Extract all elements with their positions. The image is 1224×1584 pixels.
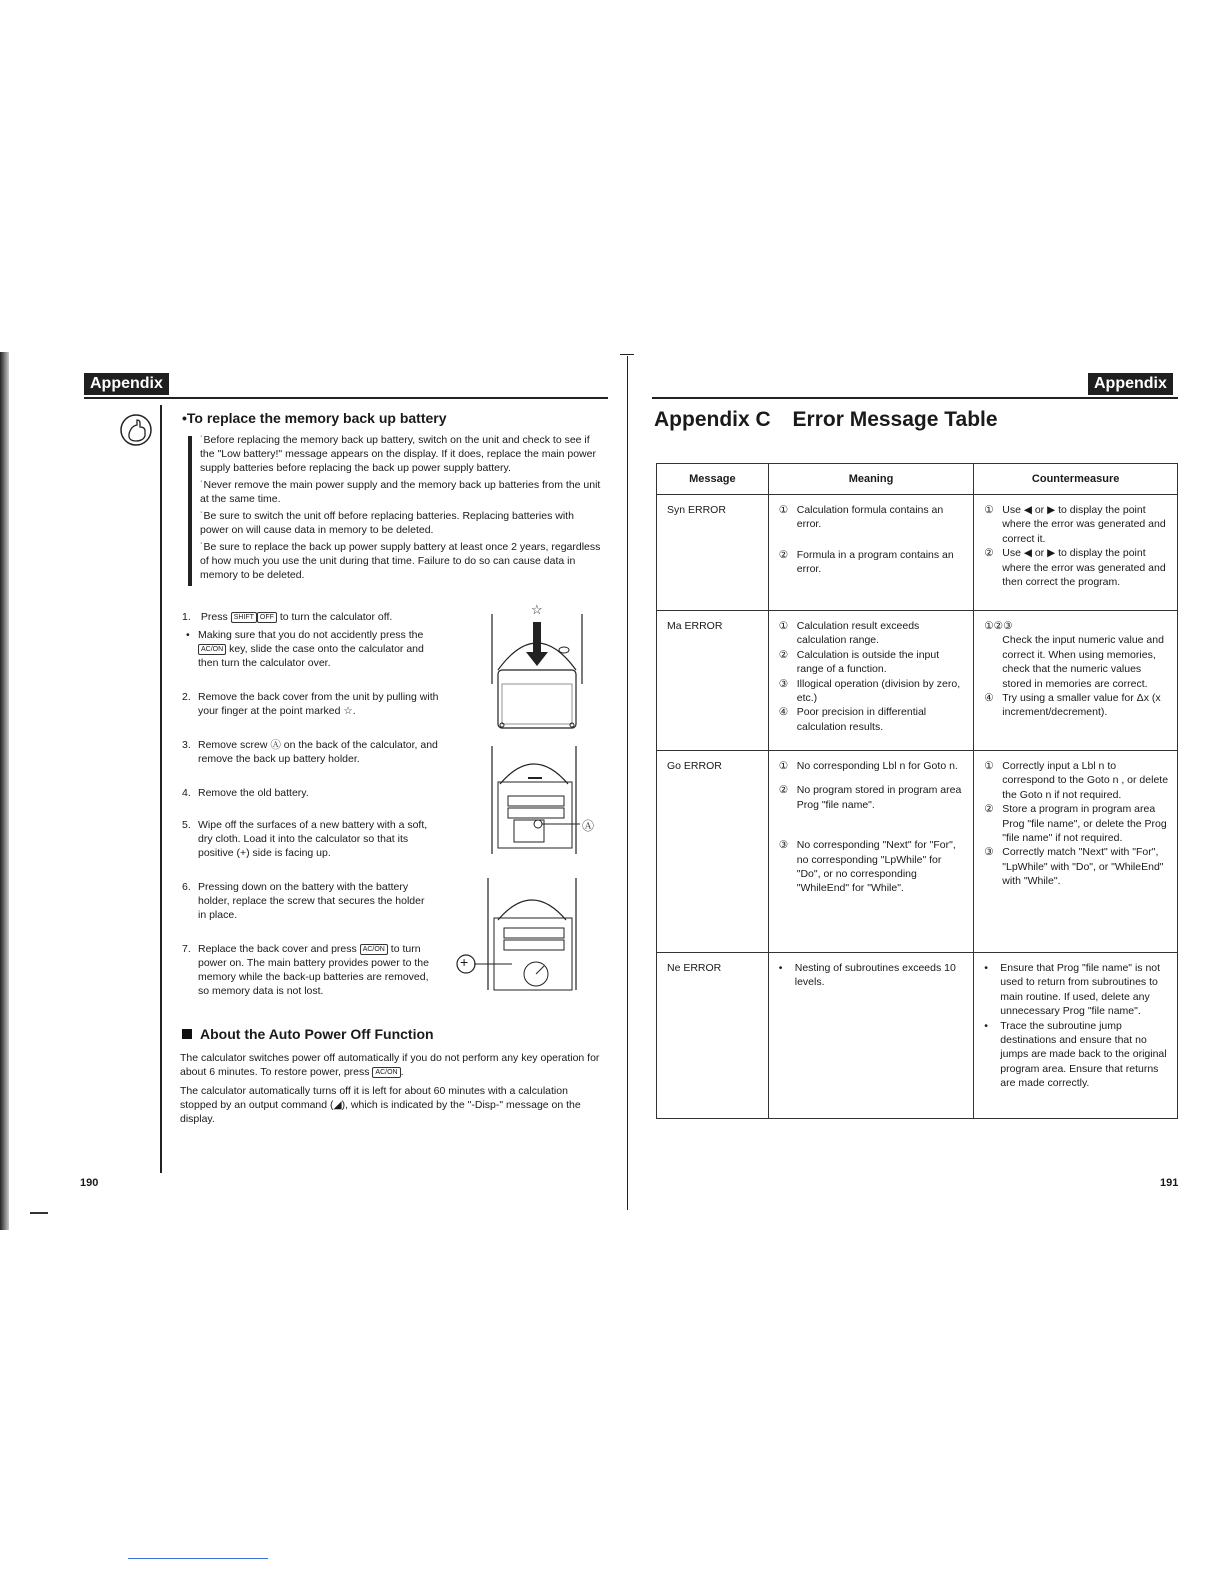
item-num: ② [778,548,789,561]
item-num: ② [778,784,789,797]
star-mark-label: ☆ [531,602,543,617]
item-text: No program stored in program area Prog "file name". [796,784,962,811]
title-prefix: Appendix C [654,408,771,431]
header-meaning: Meaning [768,464,974,495]
meaning-cell [768,495,974,611]
page-number-left: 190 [80,1177,99,1189]
bottom-link-line [128,1558,268,1559]
section-title: •To replace the memory back up battery [182,410,447,426]
auto-power-heading [182,1026,434,1042]
step-num: 5. [182,819,191,831]
step-text: Remove screw Ⓐ on the back of the calculator, and remove the back up battery holder. [198,739,438,765]
bullet: • [984,1019,988,1032]
error-code: Syn ERROR [657,495,769,611]
center-gutter-tick [620,354,634,355]
item-text: No corresponding Lbl n for Goto n. [796,760,958,772]
page-title [654,408,998,432]
item-num: ① [778,504,789,516]
step-num: 6. [182,881,191,893]
step-2 [182,690,442,718]
item-num: ② [984,547,994,560]
table-row [657,611,1178,751]
error-code: Ne ERROR [657,953,769,1119]
step-7 [182,942,432,998]
step-num: 2. [182,691,191,703]
step-text: to turn the calculator off. [279,611,393,623]
item-text: Use ◀ or ▶ to display the point where the error was generated and then correct the program. [1002,547,1166,589]
table-row [657,953,1178,1119]
countermeasure-cell [974,751,1178,953]
item-text: Nesting of subroutines exceeds 10 levels. [794,962,956,989]
appendix-tag-right: Appendix [1088,373,1173,395]
step-text: Press [200,611,228,623]
step-1 [182,610,452,624]
step-6 [182,880,432,922]
table-header-row [657,464,1178,495]
countermeasure-cell [974,611,1178,751]
item-num: ② [984,803,994,816]
item-text: Illogical operation (division by zero, etc.) [796,677,961,705]
title-main: Error Message Table [792,408,998,431]
hand-icon [117,410,157,450]
note-3: ˙Be sure to switch the unit off before replacing batteries. Replacing batteries with power on will cause data in memory to be deleted. [200,510,574,536]
square-bullet-icon [182,1029,192,1039]
item-text: Calculation result exceeds calculation range. [796,620,920,647]
meaning-cell [768,751,974,953]
countermeasure-cell [974,495,1178,611]
item-num: ①②③ [984,620,1013,632]
step-1-bullet [186,628,446,670]
auto-power-para-1 [180,1051,604,1079]
error-code: Ma ERROR [657,611,769,751]
item-num: ① [778,620,789,632]
header-rule-left [84,397,608,399]
ac-on-key-icon: AC/ON [372,1067,400,1078]
step-text: Pressing down on the battery with the battery holder, replace the screw that secures the holder in place. [198,881,425,921]
page-number-right: 191 [1160,1177,1179,1189]
notes-block [200,433,605,582]
center-gutter-line [627,356,628,1210]
figure-slide-case [488,602,586,736]
item-num: ④ [984,692,994,705]
table-row [657,751,1178,953]
step-text: Remove the old battery. [198,787,309,799]
item-text: No corresponding "Next" for "For", no corresponding "LpWhile" for "Do", or no corresponding "WhileEnd" for "While". [796,839,956,895]
item-text: Try using a smaller value for Δx (x increment/decrement). [1002,692,1161,719]
meaning-cell [768,611,974,751]
note-2: ˙Never remove the main power supply and the memory back up batteries from the unit at the same time. [200,479,601,505]
step-text: Replace the back cover and press [198,943,357,955]
step-text: Making sure that you do not accidently press the [198,629,424,641]
table-row [657,495,1178,611]
auto-power-title: About the Auto Power Off Function [200,1026,434,1042]
item-num: ① [984,760,994,772]
off-key-icon: OFF [257,612,277,623]
ac-on-key-icon: AC/ON [198,644,226,655]
step-num: 7. [182,943,191,955]
step-4 [182,786,442,800]
item-text: Ensure that Prog "file name" is not used to return from subroutines to main routine. If used, delete any unnecessary Prog "file name". [1000,962,1161,1018]
header-rule-right [652,397,1178,399]
step-num: • [186,629,190,641]
scan-edge-left [0,352,9,1230]
header-message: Message [657,464,769,495]
item-text: Calculation is outside the input range of a function. [796,648,940,676]
step-5 [182,818,432,860]
step-num: 1. [182,611,191,623]
item-num: ④ [778,706,789,719]
shift-key-icon: SHIFT [231,612,257,623]
item-num: ③ [778,677,789,690]
step-text: Wipe off the surfaces of a new battery with a soft, dry cloth. Load it into the calculator so that its positive (+) side is facing up. [198,819,428,859]
bullet: • [778,962,783,974]
item-num: ① [778,760,789,772]
item-text: Trace the subroutine jump destinations and ensure that no jumps are made back to the original program area. Ensure that returns are made correctly. [1000,1019,1167,1090]
item-text: Poor precision in differential calculation results. [796,706,927,733]
note-4: ˙Be sure to replace the back up power supply battery at least once 2 years, regardless of how much you use the unit during that time. Failure to do so can cause data in memory to be deleted. [200,541,601,581]
item-num: ② [778,648,789,661]
item-num: ① [984,504,994,516]
item-text: Calculation formula contains an error. [796,504,944,531]
step-num: 3. [182,739,191,751]
screw-a-label: Ⓐ [582,819,595,833]
figure-battery-holder [490,744,602,858]
step-text: key, slide the case onto the calculator and then turn the calculator over. [198,643,424,669]
error-code: Go ERROR [657,751,769,953]
item-text: Use ◀ or ▶ to display the point where the error was generated and correct it. [1002,504,1166,545]
countermeasure-cell [974,953,1178,1119]
auto-power-para-2: The calculator automatically turns off it is left for about 60 minutes with a calculation stopped by an output command (◢), which is indicated by the "-Disp-" message on the display. [180,1085,581,1125]
para-text: . [400,1066,404,1078]
item-num: ③ [984,846,994,859]
scan-edge-mark [30,1212,48,1214]
item-text: Store a program in program area Prog "file name", or delete the Prog "file name" if not required. [1002,803,1167,845]
plus-side-label: + [460,954,469,970]
figure-replace-battery [452,874,592,996]
meaning-cell [768,953,974,1119]
appendix-tag-left: Appendix [84,373,169,395]
item-text: Correctly input a Lbl n to correspond to the Goto n , or delete the Goto n if not required. [1002,760,1169,801]
notes-bar [188,436,192,586]
error-message-table [656,463,1178,1119]
item-text: Formula in a program contains an error. [796,548,954,576]
step-text: to turn power on. The main battery provides power to the memory while the back-up batteries are removed, so memory data is not lost. [198,943,429,997]
step-num: 4. [182,787,191,799]
item-text: Correctly match "Next" with "For", "LpWhile" with "Do", or "WhileEnd" with "While". [1002,846,1164,888]
para-text: The calculator switches power off automatically if you do not perform any key operation for about 6 minutes. To restore power, press [180,1052,600,1078]
step-text: Remove the back cover from the unit by pulling with your finger at the point marked ☆. [198,691,439,717]
note-1: ˙Before replacing the memory back up battery, switch on the unit and check to see if the "Low battery!" message appears on the display. If it does, replace the main power supply batteries before replacing the back up power supply battery. [200,434,596,474]
ac-on-key-icon: AC/ON [360,944,388,955]
bullet: • [984,962,988,974]
item-text: Check the input numeric value and correct it. When using memories, check that the numeric values stored in memories are correct. [1002,634,1164,690]
left-margin-rule [160,405,162,1173]
item-num: ③ [778,839,789,852]
header-countermeasure: Countermeasure [974,464,1178,495]
step-3 [182,738,462,766]
